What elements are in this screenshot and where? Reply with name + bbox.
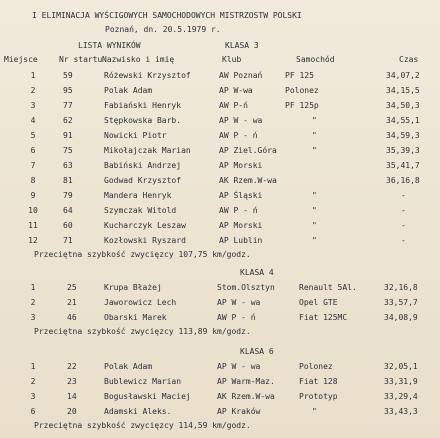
start-no-cell: 91 (63, 131, 73, 140)
car-cell: " (312, 221, 317, 230)
name-cell: Polak Adam (104, 86, 153, 95)
time-cell: 33,31,9 (384, 377, 418, 386)
start-no-cell: 71 (63, 236, 73, 245)
name-cell: Kucharczyk Leszaw (104, 221, 186, 230)
car-cell: Polonez (299, 362, 333, 371)
name-cell: Szymczak Witold (104, 206, 177, 215)
start-no-cell: 77 (63, 101, 73, 110)
place-cell: 1 (30, 283, 36, 292)
place-cell: 7 (30, 161, 36, 170)
start-no-cell: 21 (67, 298, 77, 307)
column-headers (0, 55, 440, 65)
start-no-cell: 23 (67, 377, 77, 386)
table-row (0, 71, 440, 81)
class-4-avg-speed: Przeciętna szybkość zwycięzcy 113,89 km/godz. (34, 327, 251, 336)
place-cell: 2 (30, 377, 36, 386)
time-cell: 32,16,8 (384, 283, 418, 292)
time-cell: 34,08,9 (384, 313, 418, 322)
header-club: Klub (222, 55, 242, 64)
time-cell: 34,59,3 (386, 131, 420, 140)
time-cell: 33,57,7 (384, 298, 418, 307)
list-title: LISTA WYNIKÓW (78, 41, 141, 50)
place-cell: 9 (30, 191, 36, 200)
time-cell: 36,16,8 (386, 176, 420, 185)
table-row (0, 221, 440, 231)
club-cell: AP Śląski (219, 191, 263, 200)
start-no-cell: 95 (63, 86, 73, 95)
header-time: Czas (399, 55, 419, 64)
time-cell: 35,41,7 (386, 161, 420, 170)
place-date: Poznań, dn. 20.5.1979 r. (105, 25, 221, 34)
car-cell: Fiat 128 (299, 377, 338, 386)
place-cell: 2 (30, 86, 36, 95)
name-cell: Bogusławski Maciej (104, 392, 191, 401)
place-cell: 1 (30, 362, 36, 371)
name-cell: Babiński Andrzej (104, 161, 182, 170)
name-cell: Nowicki Piotr (104, 131, 167, 140)
start-no-cell: 79 (63, 191, 73, 200)
name-cell: Różewski Krzysztof (104, 71, 191, 80)
car-cell: " (312, 407, 317, 416)
table-row (0, 131, 440, 141)
car-cell: Opel GTE (299, 298, 338, 307)
car-cell: " (312, 191, 317, 200)
place-cell: 3 (30, 101, 36, 110)
time-cell: - (401, 236, 406, 245)
class-6-avg-speed: Przeciętna szybkość zwycięzcy 114,59 km/godz. (34, 421, 251, 430)
car-cell: " (312, 146, 317, 155)
start-no-cell: 25 (67, 283, 77, 292)
club-cell: AW P-ń (219, 101, 248, 110)
table-row (0, 313, 440, 323)
start-no-cell: 81 (63, 176, 73, 185)
name-cell: Jaworowicz Lech (104, 298, 177, 307)
place-cell: 5 (30, 131, 36, 140)
club-cell: AP W - wa (217, 298, 261, 307)
car-cell: Prototyp (299, 392, 338, 401)
name-cell: Mandera Henryk (104, 191, 172, 200)
car-cell: PF 125p (285, 101, 319, 110)
time-cell: 34,15,5 (386, 86, 420, 95)
place-cell: 12 (28, 236, 38, 245)
time-cell: 34,50,3 (386, 101, 420, 110)
time-cell: 33,43,3 (384, 407, 418, 416)
table-row (0, 206, 440, 216)
table-row (0, 146, 440, 156)
place-cell: 11 (28, 221, 38, 230)
time-cell: 32,05,1 (384, 362, 418, 371)
club-cell: AW P - ń (217, 313, 256, 322)
start-no-cell: 59 (63, 71, 73, 80)
start-no-cell: 75 (63, 146, 73, 155)
car-cell: " (312, 116, 317, 125)
club-cell: AW P - ń (219, 131, 258, 140)
time-cell: - (401, 221, 406, 230)
header-place: Miejsce (4, 55, 38, 64)
table-row (0, 392, 440, 402)
name-cell: Kozłowski Ryszard (104, 236, 186, 245)
place-cell: 4 (30, 116, 36, 125)
class-3-avg-speed: Przeciętna szybkość zwycięzcy 107,75 km/godz. (34, 250, 251, 259)
car-cell: " (312, 206, 317, 215)
time-cell: 33,29,4 (384, 392, 418, 401)
place-cell: 6 (30, 407, 36, 416)
start-no-cell: 46 (67, 313, 77, 322)
club-cell: AP Morski (219, 221, 263, 230)
table-row (0, 101, 440, 111)
header-name: Nazwisko i imię (102, 55, 175, 64)
class-6-title: KLASA 6 (240, 347, 274, 356)
table-row (0, 116, 440, 126)
club-cell: AP W - wa (217, 362, 261, 371)
name-cell: Krupa Błażej (104, 283, 162, 292)
start-no-cell: 64 (63, 206, 73, 215)
table-row (0, 86, 440, 96)
name-cell: Stępkowska Barb. (104, 116, 182, 125)
club-cell: AW Poznań (219, 71, 263, 80)
car-cell: PF 125 (285, 71, 314, 80)
start-no-cell: 63 (63, 161, 73, 170)
car-cell: " (312, 131, 317, 140)
place-cell: 6 (30, 146, 36, 155)
name-cell: Godwad Krzysztof (104, 176, 182, 185)
name-cell: Fabiański Henryk (104, 101, 182, 110)
place-cell: 3 (30, 313, 36, 322)
header-start-no: Nr startu (59, 55, 103, 64)
car-cell: Polonez (285, 86, 319, 95)
table-row (0, 407, 440, 417)
document-title: I ELIMINACJA WYŚCIGOWYCH SAMOCHODOWYCH MISTRZOSTW POLSKI (32, 11, 302, 20)
club-cell: AP Warm-Maz. (217, 377, 275, 386)
place-cell: 3 (30, 392, 36, 401)
class-4-title: KLASA 4 (240, 268, 274, 277)
club-cell: AW P - ń (219, 206, 258, 215)
place-cell: 8 (30, 176, 36, 185)
table-row (0, 377, 440, 387)
start-no-cell: 20 (67, 407, 77, 416)
time-cell: 34,07,2 (386, 71, 420, 80)
name-cell: Polak Adam (104, 362, 153, 371)
club-cell: AP Kraków (217, 407, 261, 416)
table-row (0, 176, 440, 186)
table-row (0, 283, 440, 293)
start-no-cell: 14 (67, 392, 77, 401)
time-cell: - (401, 191, 406, 200)
club-cell: AP W-wa (219, 86, 253, 95)
car-cell: " (312, 236, 317, 245)
name-cell: Mikołajczak Marian (104, 146, 191, 155)
time-cell: 34,55,1 (386, 116, 420, 125)
name-cell: Bublewicz Marian (104, 377, 182, 386)
club-cell: AP W - wa (219, 116, 263, 125)
start-no-cell: 60 (63, 221, 73, 230)
table-row (0, 191, 440, 201)
start-no-cell: 62 (63, 116, 73, 125)
car-cell: Renault 5Al. (299, 283, 357, 292)
club-cell: AP Ziel.Góra (219, 146, 277, 155)
name-cell: Adamski Aleks. (104, 407, 172, 416)
club-cell: AP Lublin (219, 236, 263, 245)
club-cell: AK Rzem.W-wa (217, 392, 275, 401)
place-cell: 1 (30, 71, 36, 80)
table-row (0, 161, 440, 171)
time-cell: - (401, 206, 406, 215)
car-cell: Fiat 125MC (299, 313, 348, 322)
time-cell: 35,39,3 (386, 146, 420, 155)
place-cell: 2 (30, 298, 36, 307)
place-cell: 10 (28, 206, 38, 215)
header-car: Samochód (296, 55, 335, 64)
club-cell: Stom.Olsztyn (217, 283, 275, 292)
table-row (0, 362, 440, 372)
class-3-title: KLASA 3 (225, 41, 259, 50)
club-cell: AP Morski (219, 161, 263, 170)
name-cell: Obarski Marek (104, 313, 167, 322)
table-row (0, 236, 440, 246)
table-row (0, 298, 440, 308)
club-cell: AK Rzem.W-wa (219, 176, 277, 185)
start-no-cell: 22 (67, 362, 77, 371)
